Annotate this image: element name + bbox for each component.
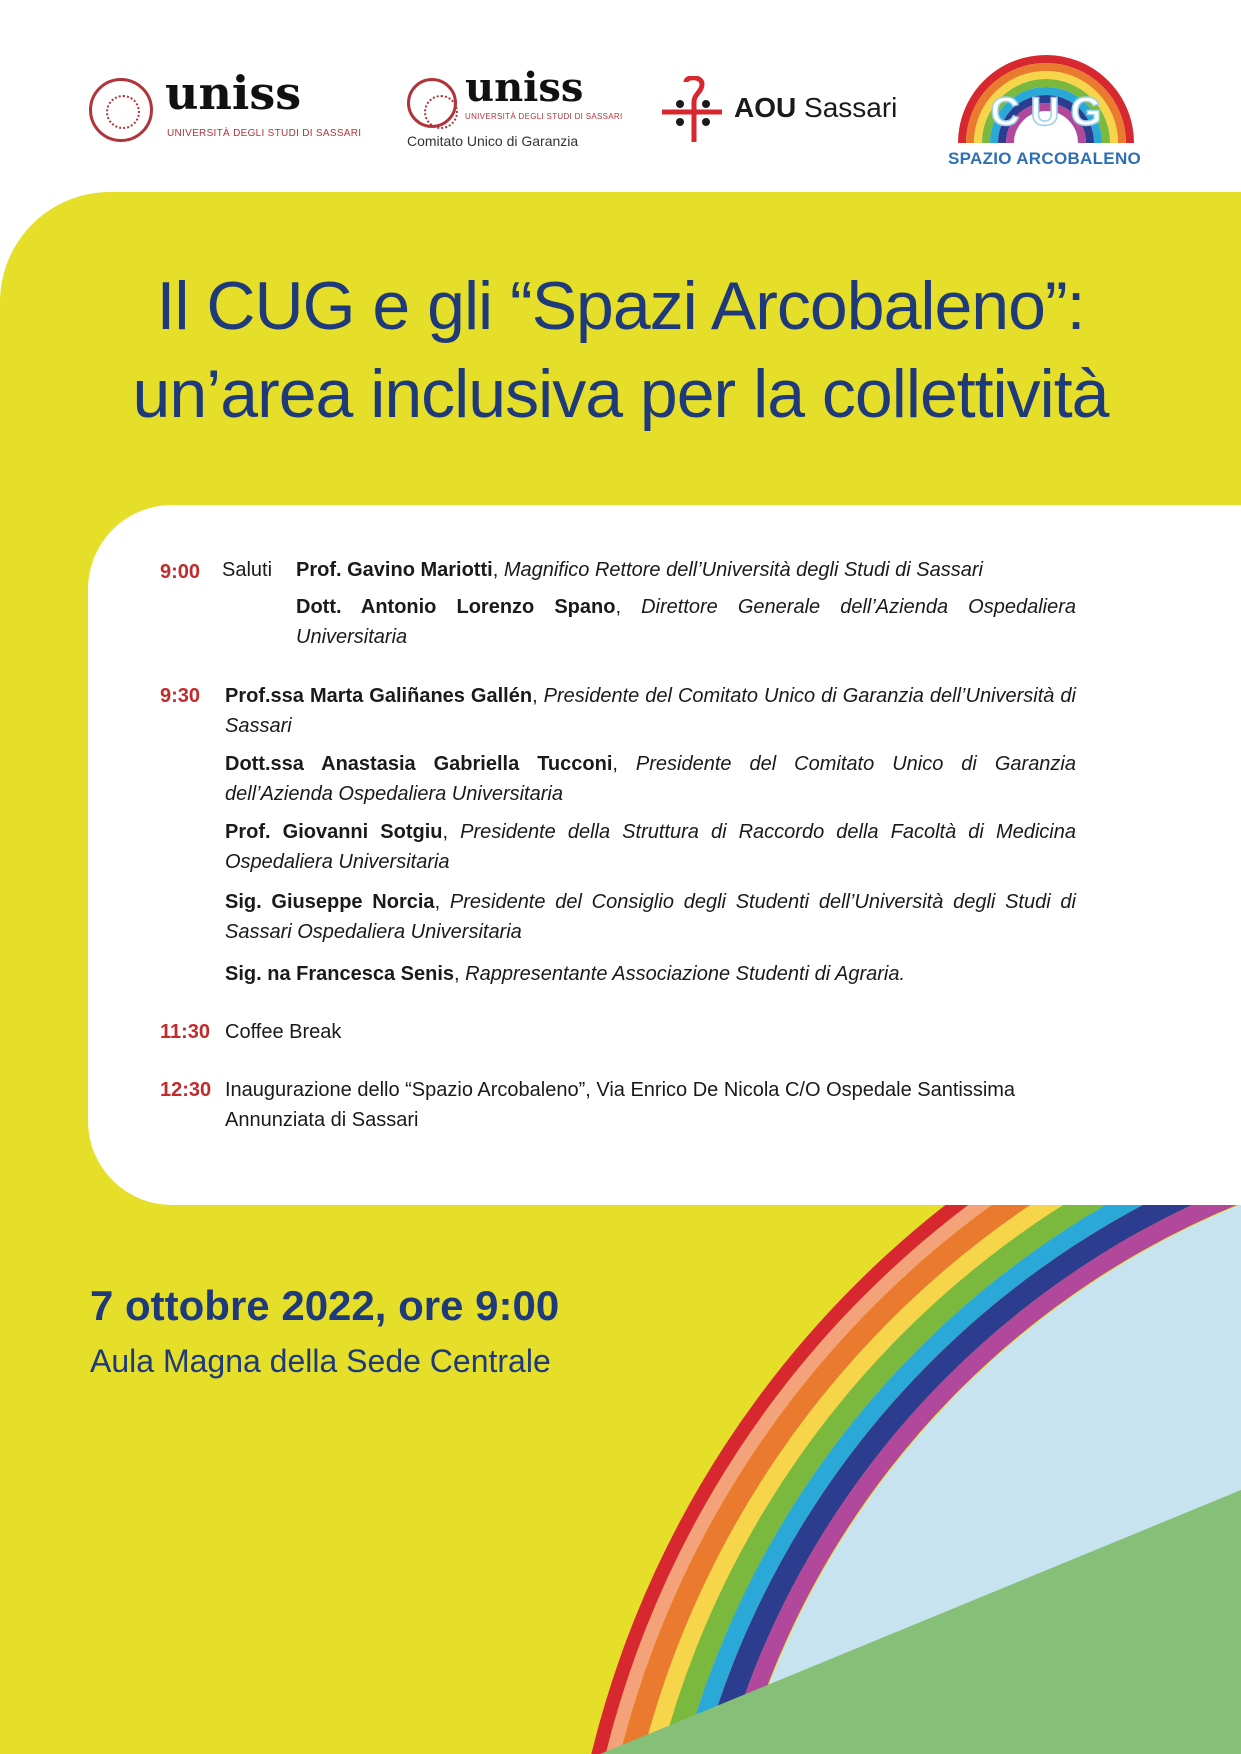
coffee-break: Coffee Break	[225, 1021, 342, 1043]
speaker-name: Sig. na Francesca Senis	[225, 963, 454, 985]
speaker-role: Rappresentante Associazione Studenti di Agraria.	[465, 963, 906, 985]
separator: ,	[532, 685, 544, 707]
cug-letters: C U G	[990, 90, 1102, 134]
speaker-entry	[225, 817, 1076, 877]
speaker-name: Prof.ssa Marta Galiñanes Gallén	[225, 685, 533, 707]
event-venue: Aula Magna della Sede Centrale	[90, 1343, 551, 1379]
speaker-role: Presidente del Comitato Unico di Garanzia dell’Azienda Ospedaliera Universitaria	[225, 753, 1076, 805]
time-label: 9:30	[160, 685, 201, 707]
speaker-entry	[296, 592, 1076, 652]
event-date: 7 ottobre 2022, ore 9:00	[90, 1282, 560, 1329]
separator: ,	[454, 963, 466, 985]
uniss-subtitle: UNIVERSITÀ DEGLI STUDI DI SASSARI	[465, 112, 623, 121]
separator: ,	[615, 596, 642, 618]
speaker-entry	[296, 555, 1076, 585]
time-label: 9:00	[160, 561, 201, 583]
speaker-name: Prof. Gavino Mariotti	[296, 559, 493, 581]
title-line-2: un’area inclusiva per la collettività	[132, 356, 1109, 432]
separator: ,	[612, 753, 636, 775]
separator: ,	[492, 559, 504, 581]
saluti-label: Saluti	[222, 559, 273, 581]
separator: ,	[434, 891, 450, 913]
speaker-role: Presidente del Comitato Unico di Garanzia dell’Università di Sassari	[225, 685, 1076, 737]
title-line-1: Il CUG e gli “Spazi Arcobaleno”:	[156, 268, 1085, 344]
aou-city: Sassari	[804, 92, 898, 123]
speaker-entry	[225, 887, 1076, 947]
aou-bold: AOU	[734, 92, 797, 123]
speaker-name: Dott. Antonio Lorenzo Spano	[296, 596, 616, 618]
time-label: 12:30	[160, 1079, 212, 1101]
committee-name: Comitato Unico di Garanzia	[407, 133, 579, 149]
separator: ,	[442, 821, 461, 843]
speaker-role: Direttore Generale dell’Azienda Ospedaliera Universitaria	[296, 596, 1076, 648]
uniss-wordmark: uniss	[465, 64, 584, 111]
time-label: 11:30	[160, 1021, 211, 1043]
inauguration: Inaugurazione dello “Spazio Arcobaleno”, Via Enrico De Nicola C/O Ospedale Santissima Annunziata di Sassari	[225, 1079, 1016, 1131]
speaker-entry	[225, 749, 1076, 809]
speaker-role: Magnifico Rettore dell’Università degli Studi di Sassari	[503, 559, 983, 581]
speaker-name: Sig. Giuseppe Norcia	[225, 891, 435, 913]
uniss-wordmark: uniss	[165, 66, 302, 120]
speaker-role: Presidente della Struttura di Raccordo della Facoltà di Medicina Ospedaliera Universitaria	[225, 821, 1076, 873]
uniss-subtitle: UNIVERSITÀ DEGLI STUDI DI SASSARI	[167, 128, 362, 139]
speaker-role: Presidente del Consiglio degli Studenti dell’Università degli Studi di Sassari Ospedaliera Universitaria	[225, 891, 1076, 943]
speaker-name: Prof. Giovanni Sotgiu	[225, 821, 443, 843]
speaker-name: Dott.ssa Anastasia Gabriella Tucconi	[225, 753, 613, 775]
speaker-entry	[225, 959, 1076, 989]
speaker-entry	[225, 681, 1076, 741]
spazio-caption: SPAZIO ARCOBALENO	[948, 149, 1142, 168]
